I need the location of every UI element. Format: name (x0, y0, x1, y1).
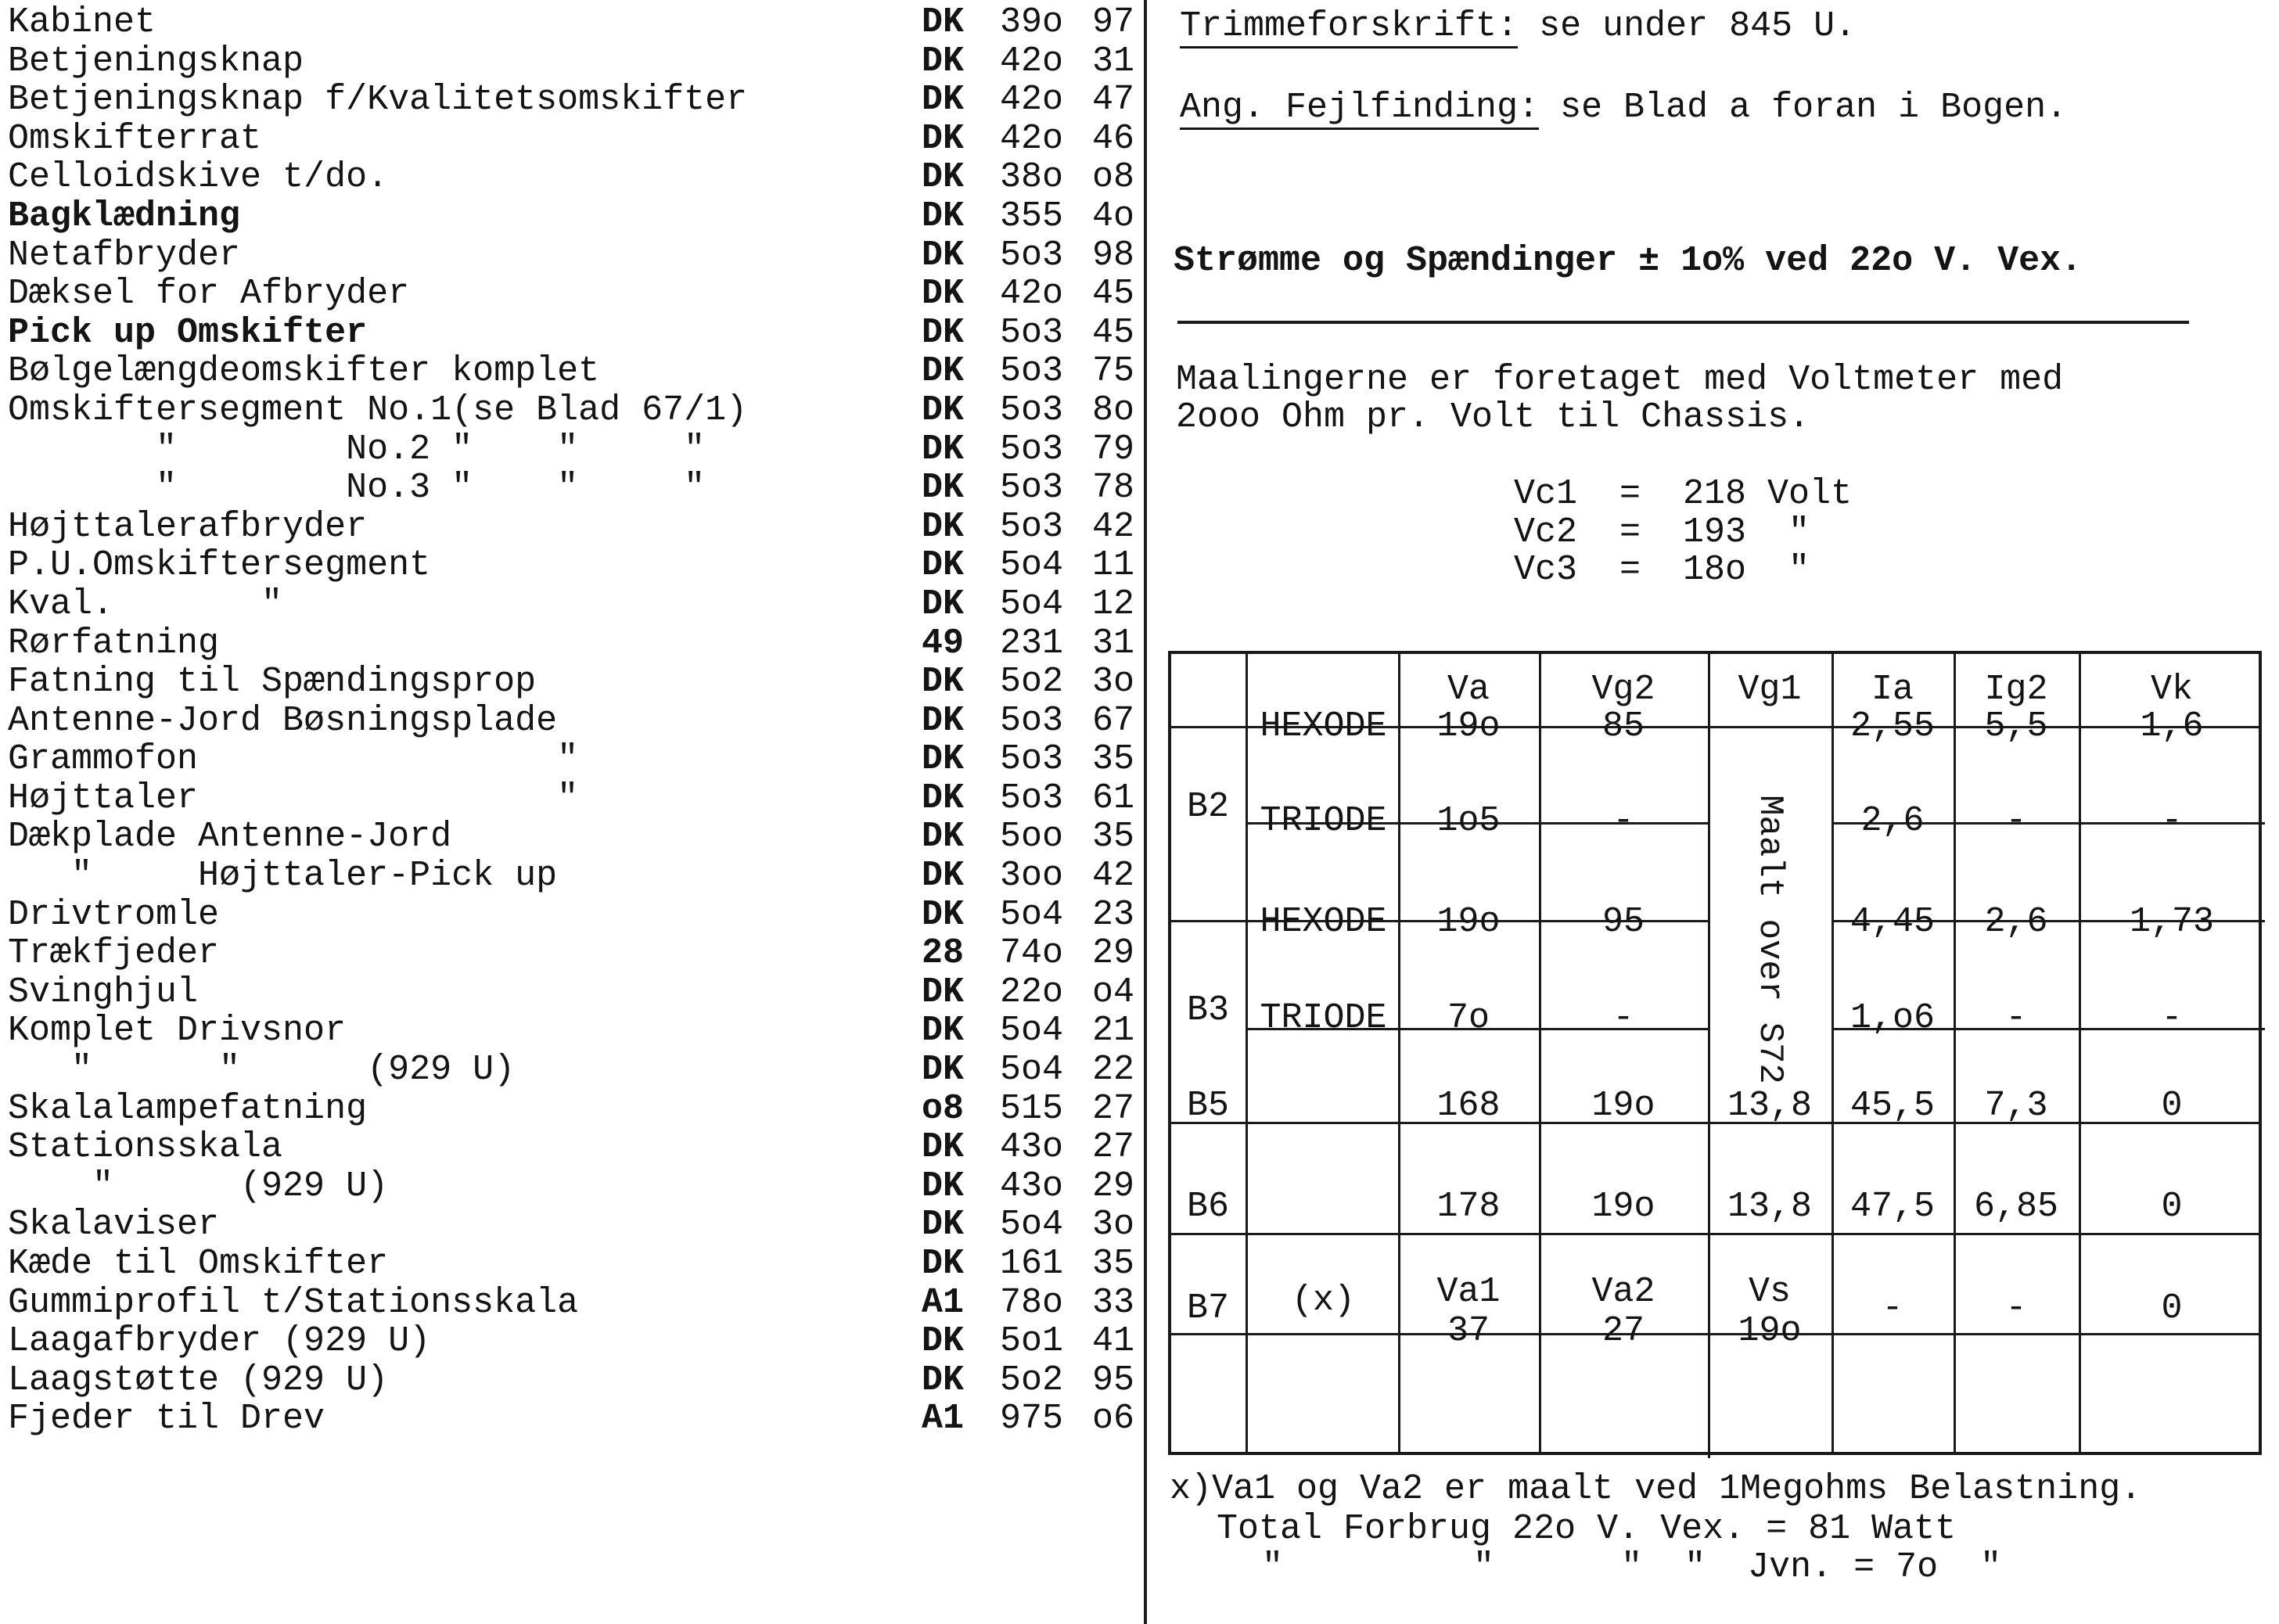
cell-vg2: - (1612, 998, 1634, 1038)
header-vg1: Vg1 (1738, 670, 1802, 710)
part-name: Bagklædning (8, 196, 241, 236)
part-prefix: DK (922, 274, 965, 314)
tube-label: B6 (1186, 1187, 1229, 1227)
tube-label: B5 (1186, 1086, 1229, 1126)
table-row-line (1171, 1233, 2259, 1235)
part-name: Kæde til Omskifter (8, 1244, 389, 1284)
cell-vk: 0 (2161, 1086, 2183, 1126)
part-prefix: DK (922, 662, 965, 702)
part-prefix: DK (922, 468, 965, 508)
cell-vg1: Vs 19o (1738, 1272, 1802, 1351)
footnote-line-1: x)Va1 og Va2 er maalt ved 1Megohms Belastning. (1170, 1469, 2142, 1509)
part-prefix: DK (922, 700, 965, 741)
part-number: 975 o6 (1000, 1399, 1135, 1439)
part-row (8, 81, 1142, 120)
part-name: Bølgelængdeomskifter komplet (8, 351, 600, 392)
part-number: 78o 33 (1000, 1282, 1135, 1323)
trim-label: Trimmeforskrift: (1180, 6, 1518, 49)
cell-ia: 2,55 (1849, 706, 1936, 746)
part-name: Stationsskala (8, 1127, 283, 1168)
part-row (8, 469, 1142, 508)
cell-vk: 0 (2161, 1288, 2183, 1328)
part-row (8, 430, 1142, 469)
cell-ig2: 6,85 (1973, 1187, 2059, 1227)
part-prefix: DK (922, 1050, 965, 1090)
header-vg2: Vg2 (1591, 670, 1655, 710)
part-prefix: DK (922, 817, 965, 857)
part-name: Betjeningsknap (8, 41, 304, 81)
header-vk: Vk (2150, 670, 2193, 710)
part-number: 5o3 45 (1000, 312, 1135, 353)
vg1-merged-note: Maalt over S72 (1750, 795, 1789, 1084)
part-number: 5o4 3o (1000, 1205, 1135, 1245)
part-number: 161 35 (1000, 1244, 1135, 1284)
part-name: Kabinet (8, 2, 156, 42)
part-number: 231 31 (1000, 623, 1135, 663)
cell-vg2: 85 (1601, 706, 1645, 746)
part-row (8, 1284, 1142, 1323)
part-row (8, 1167, 1142, 1206)
part-row (8, 197, 1142, 236)
table-col-line (1398, 654, 1400, 1452)
part-name: Grammofon " (8, 739, 579, 780)
table-col-line (1954, 654, 1956, 1452)
part-name: Drivtromle (8, 894, 220, 935)
part-row (8, 391, 1142, 430)
part-number: 515 27 (1000, 1088, 1135, 1129)
part-row (8, 1090, 1142, 1129)
part-prefix: DK (922, 1205, 965, 1245)
part-name: Skalalampefatning (8, 1088, 368, 1129)
part-number: 5o2 3o (1000, 662, 1135, 702)
part-number: 74o 29 (1000, 933, 1135, 974)
part-name: Omskiftersegment No.1(se Blad 67/1) (8, 390, 748, 430)
cell-vk: 0 (2161, 1187, 2183, 1227)
part-prefix: DK (922, 429, 965, 469)
part-prefix: DK (922, 972, 965, 1012)
part-name: P.U.Omskiftersegment (8, 545, 431, 586)
fault-note (1180, 88, 2067, 128)
part-prefix: DK (922, 856, 965, 896)
part-name: Komplet Drivsnor (8, 1011, 347, 1051)
part-number: 5o4 22 (1000, 1050, 1135, 1090)
part-number: 5o3 79 (1000, 429, 1135, 469)
tube-label: B2 (1186, 787, 1229, 827)
part-prefix: A1 (922, 1282, 965, 1323)
part-name: Netafbryder (8, 235, 241, 275)
part-number: 43o 27 (1000, 1127, 1135, 1168)
tube-section: HEXODE (1260, 902, 1387, 942)
part-number: 5oo 35 (1000, 817, 1135, 857)
heading-rule (1177, 321, 2189, 324)
cell-vg2: 19o (1591, 1187, 1655, 1227)
part-number: 38o o8 (1000, 157, 1135, 198)
cell-ia: 1,o6 (1849, 998, 1936, 1038)
part-prefix: DK (922, 1321, 965, 1362)
part-row (8, 1245, 1142, 1284)
cell-vg2: Va2 27 (1591, 1272, 1655, 1351)
part-number: 5o3 67 (1000, 700, 1135, 741)
part-number: 39o 97 (1000, 2, 1135, 42)
section-heading: Strømme og Spændinger ± 1o% ved 22o V. Vex. (1174, 241, 2083, 281)
part-number: 5o4 23 (1000, 894, 1135, 935)
measure-line-2: 2ooo Ohm pr. Volt til Chassis. (1176, 397, 1810, 437)
part-number: 5o3 61 (1000, 778, 1135, 818)
part-prefix: 28 (922, 933, 965, 974)
part-row (8, 934, 1142, 973)
part-row (8, 158, 1142, 197)
tube-label: B3 (1186, 990, 1229, 1030)
part-number: 42o 31 (1000, 41, 1135, 81)
part-row (8, 3, 1142, 42)
header-va: Va (1447, 670, 1490, 710)
part-row (8, 546, 1142, 585)
measurement-table (1168, 651, 2262, 1455)
trim-note (1180, 6, 1856, 46)
part-number: 42o 47 (1000, 80, 1135, 120)
footnote-line-2: Total Forbrug 22o V. Vex. = 81 Watt (1217, 1509, 1957, 1549)
table-col-line (1539, 654, 1541, 1452)
part-name: Gummiprofil t/Stationsskala (8, 1282, 579, 1323)
part-name: Antenne-Jord Bøsningsplade (8, 700, 558, 741)
cell-vk: - (2161, 801, 2183, 841)
part-prefix: DK (922, 1244, 965, 1284)
part-prefix: DK (922, 1166, 965, 1206)
cell-va: 1o5 (1436, 801, 1501, 841)
part-prefix: DK (922, 584, 965, 624)
part-number: 5o4 11 (1000, 545, 1135, 586)
cell-ia: - (1882, 1288, 1903, 1328)
cell-va: 168 (1436, 1086, 1501, 1126)
part-prefix: o8 (922, 1088, 965, 1129)
part-row (8, 896, 1142, 935)
tube-section: TRIODE (1260, 801, 1387, 841)
part-prefix: DK (922, 1127, 965, 1168)
part-row (8, 1361, 1142, 1400)
part-row (8, 1051, 1142, 1090)
part-name: Laagstøtte (929 U) (8, 1360, 389, 1400)
part-name: " No.2 " " " (8, 429, 706, 469)
vc2-value: Vc2 = 193 " (1514, 512, 1810, 552)
vc1-value: Vc1 = 218 Volt (1514, 474, 1853, 514)
cell-ig2: 2,6 (1984, 902, 2048, 942)
part-prefix: DK (922, 390, 965, 430)
part-row (8, 779, 1142, 818)
part-number: 355 4o (1000, 196, 1135, 236)
cell-ia: 4,45 (1849, 902, 1936, 942)
cell-ig2: 5,5 (1984, 706, 2048, 746)
part-prefix: DK (922, 894, 965, 935)
cell-va: 7o (1447, 998, 1490, 1038)
cell-va: 19o (1436, 706, 1501, 746)
part-name: Højttalerafbryder (8, 506, 368, 547)
part-row (8, 857, 1142, 896)
part-name: Fatning til Spændingsprop (8, 662, 537, 702)
part-name: Trækfjeder (8, 933, 220, 974)
part-number: 42o 46 (1000, 118, 1135, 159)
part-number: 42o 45 (1000, 274, 1135, 314)
vc3-value: Vc3 = 18o " (1514, 550, 1810, 590)
part-prefix: DK (922, 778, 965, 818)
part-row (8, 352, 1142, 391)
part-name: " No.3 " " " (8, 468, 706, 508)
cell-va: 19o (1436, 902, 1501, 942)
part-row (8, 624, 1142, 663)
part-row (8, 817, 1142, 857)
tube-section: TRIODE (1260, 998, 1387, 1038)
cell-ia: 2,6 (1860, 801, 1925, 841)
part-prefix: DK (922, 545, 965, 586)
part-number: 5o2 95 (1000, 1360, 1135, 1400)
part-number: 5o3 98 (1000, 235, 1135, 275)
cell-ig2: - (2005, 1288, 2027, 1328)
cell-vk: 1,73 (2129, 902, 2215, 942)
part-row (8, 120, 1142, 159)
part-row (8, 1205, 1142, 1245)
part-prefix: DK (922, 41, 965, 81)
header-ig2: Ig2 (1984, 670, 2048, 710)
part-number: 5o3 42 (1000, 506, 1135, 547)
part-name: Omskifterrat (8, 118, 262, 159)
part-prefix: DK (922, 1011, 965, 1051)
part-row (8, 1128, 1142, 1167)
part-row (8, 1011, 1142, 1051)
part-prefix: A1 (922, 1399, 965, 1439)
cell-vg1: 13,8 (1727, 1187, 1813, 1227)
part-row (8, 275, 1142, 314)
part-name: Højttaler " (8, 778, 579, 818)
part-number: 5o4 12 (1000, 584, 1135, 624)
part-number: 22o o4 (1000, 972, 1135, 1012)
part-number: 43o 29 (1000, 1166, 1135, 1206)
part-row (8, 314, 1142, 353)
part-prefix: DK (922, 312, 965, 353)
cell-ig2: - (2005, 998, 2027, 1038)
part-prefix: DK (922, 2, 965, 42)
cell-vg2: 19o (1591, 1086, 1655, 1126)
part-row (8, 236, 1142, 275)
cell-vk: 1,6 (2140, 706, 2204, 746)
part-name: Skalaviser (8, 1205, 220, 1245)
part-row (8, 1322, 1142, 1361)
tube-section: (x) (1291, 1281, 1355, 1320)
part-row (8, 702, 1142, 741)
parts-list (8, 3, 1142, 1439)
cell-ig2: 7,3 (1984, 1086, 2048, 1126)
part-prefix: 49 (922, 623, 965, 663)
part-row (8, 973, 1142, 1012)
trim-text: se under 845 U. (1518, 6, 1857, 46)
part-number: 5o4 21 (1000, 1011, 1135, 1051)
footnote-line-3: " " " " Jvn. = 7o " (1262, 1547, 2002, 1587)
part-prefix: DK (922, 196, 965, 236)
part-prefix: DK (922, 506, 965, 547)
part-row (8, 42, 1142, 81)
part-number: 5o3 78 (1000, 468, 1135, 508)
part-prefix: DK (922, 739, 965, 780)
part-name: Betjeningsknap f/Kvalitetsomskifter (8, 80, 748, 120)
cell-ia: 45,5 (1849, 1086, 1936, 1126)
part-prefix: DK (922, 118, 965, 159)
part-number: 5o3 8o (1000, 390, 1135, 430)
cell-ia: 47,5 (1849, 1187, 1936, 1227)
part-name: Kval. " (8, 584, 283, 624)
table-col-line (1246, 654, 1248, 1452)
part-name: Dækplade Antenne-Jord (8, 817, 452, 857)
part-prefix: DK (922, 1360, 965, 1400)
part-prefix: DK (922, 351, 965, 392)
cell-va: 178 (1436, 1187, 1501, 1227)
cell-vg2: 95 (1601, 902, 1645, 942)
fault-text: se Blad a foran i Bogen. (1539, 88, 2068, 128)
table-col-line (2079, 654, 2081, 1452)
part-name: Laagafbryder (929 U) (8, 1321, 431, 1362)
part-row (8, 663, 1142, 702)
table-col-line (1708, 654, 1710, 1122)
header-ia: Ia (1871, 670, 1914, 710)
cell-ig2: - (2005, 801, 2027, 841)
part-name: " (929 U) (8, 1166, 389, 1206)
part-name: Dæksel for Afbryder (8, 274, 410, 314)
fault-label: Ang. Fejlfinding: (1180, 88, 1539, 130)
part-prefix: DK (922, 80, 965, 120)
part-number: 5o1 41 (1000, 1321, 1135, 1362)
cell-vg2: - (1612, 801, 1634, 841)
measure-line-1: Maalingerne er foretaget med Voltmeter med (1176, 360, 2064, 400)
part-prefix: DK (922, 157, 965, 198)
cell-va: Va1 37 (1436, 1272, 1501, 1351)
part-row (8, 508, 1142, 547)
cell-vg1: 13,8 (1727, 1086, 1813, 1126)
part-name: Pick up Omskifter (8, 312, 368, 353)
part-row (8, 1399, 1142, 1439)
tube-label: B7 (1186, 1288, 1229, 1328)
part-row (8, 585, 1142, 624)
part-name: Celloidskive t/do. (8, 157, 389, 198)
cell-vk: - (2161, 998, 2183, 1038)
part-number: 5o3 75 (1000, 351, 1135, 392)
tube-section: HEXODE (1260, 706, 1387, 746)
part-number: 5o3 35 (1000, 739, 1135, 780)
part-row (8, 740, 1142, 779)
part-name: " Højttaler-Pick up (8, 856, 558, 896)
part-name: Fjeder til Drev (8, 1399, 325, 1439)
part-number: 3oo 42 (1000, 856, 1135, 896)
column-divider (1144, 0, 1147, 1624)
part-name: Svinghjul (8, 972, 199, 1012)
part-name: Rørfatning (8, 623, 220, 663)
part-name: " " (929 U) (8, 1050, 516, 1090)
part-prefix: DK (922, 235, 965, 275)
